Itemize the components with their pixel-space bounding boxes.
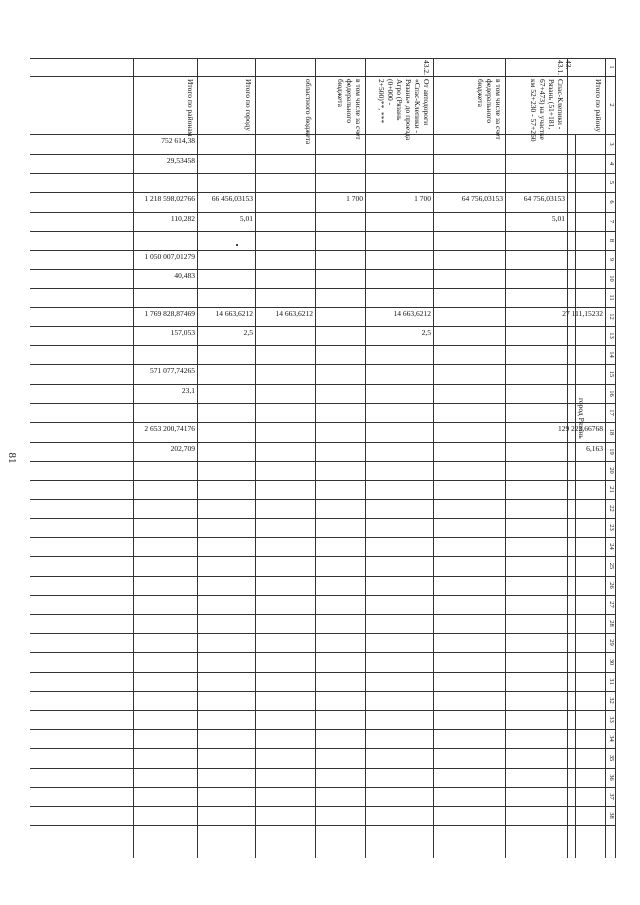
column-number: 27 xyxy=(608,601,615,608)
row-value: 6,163 xyxy=(586,444,603,453)
row-value: 1 700 xyxy=(414,194,431,203)
column-number: 4 xyxy=(608,161,615,166)
col-line xyxy=(30,231,616,232)
row-line xyxy=(575,134,576,858)
column-number: 10 xyxy=(608,275,615,282)
row-value: 40,483 xyxy=(174,271,195,280)
row-name: в том числе за счет федерального бюджета xyxy=(476,79,503,140)
row-line xyxy=(505,58,506,858)
column-number: 16 xyxy=(608,390,615,397)
col-line xyxy=(30,269,616,270)
col-line xyxy=(30,499,616,500)
row-value: 1 050 007,01279 xyxy=(144,252,195,261)
col-line xyxy=(30,537,616,538)
col-line xyxy=(30,442,616,443)
column-number: 32 xyxy=(608,697,615,704)
row-value: 2 653 200,74176 xyxy=(144,424,195,433)
investment-table xyxy=(30,58,616,858)
column-number: 25 xyxy=(608,562,615,570)
column-number: 23 xyxy=(608,524,615,531)
row-value: 64 756,03153 xyxy=(523,194,565,203)
row-line xyxy=(315,58,316,858)
row-value: 23,1 xyxy=(181,386,195,395)
col-line xyxy=(30,422,616,423)
col-line xyxy=(30,154,616,155)
column-number: 1 xyxy=(608,65,615,69)
row-line xyxy=(255,58,256,858)
col-line xyxy=(30,461,616,462)
row-value: 14 663,6212 xyxy=(393,309,431,318)
row-line xyxy=(615,58,616,858)
column-number: 34 xyxy=(608,735,615,742)
row-value: 64 756,03153 xyxy=(461,194,503,203)
column-number: 17 xyxy=(608,409,615,416)
row-name: Итого по району xyxy=(594,79,603,133)
column-number: 7 xyxy=(608,219,615,224)
row-name: в том числе за счет федерального бюджета xyxy=(336,79,363,140)
column-number: 12 xyxy=(608,313,615,320)
row-value: 129 223,66768 xyxy=(558,424,603,433)
row-line xyxy=(365,58,366,858)
row-name: Спас-Клепики - Рязань (51+181, 67+473) на участке км 52+230 - 57+260 xyxy=(529,79,565,142)
col-line xyxy=(30,691,616,692)
row-value: 1 218 598,02766 xyxy=(144,194,195,203)
column-number: 15 xyxy=(608,370,615,378)
row-value: 2,5 xyxy=(421,328,431,337)
column-number: 9 xyxy=(608,257,615,262)
col-line xyxy=(30,307,616,308)
column-number: 31 xyxy=(608,678,615,685)
row-value: 2,5 xyxy=(243,328,253,337)
row-value: 14 663,6212 xyxy=(275,309,313,318)
row-line xyxy=(605,58,606,858)
col-line xyxy=(30,556,616,557)
col-line xyxy=(30,652,616,653)
col-line xyxy=(30,595,616,596)
column-number: 38 xyxy=(608,812,615,819)
col-line xyxy=(30,288,616,289)
col-line xyxy=(30,364,616,365)
row-name: Итого по районам xyxy=(186,79,195,137)
column-number: 18 xyxy=(608,428,615,436)
column-number: 37 xyxy=(608,793,615,800)
col-line xyxy=(30,480,616,481)
row-name: Итого по городу xyxy=(244,79,253,131)
column-number: 19 xyxy=(608,448,615,455)
column-number: 2 xyxy=(608,103,615,107)
column-number: 29 xyxy=(608,639,615,646)
col-line xyxy=(30,825,616,826)
col-line xyxy=(30,748,616,749)
row-line xyxy=(567,58,568,858)
col-line xyxy=(30,345,616,346)
row-number: 43. xyxy=(564,60,573,70)
row-value: 110,282 xyxy=(170,214,195,223)
column-number: 3 xyxy=(608,142,615,146)
col-line xyxy=(30,518,616,519)
col-line xyxy=(30,768,616,769)
page-number: 81 xyxy=(6,452,18,464)
row-value: 202,709 xyxy=(170,444,195,453)
col-line xyxy=(30,384,616,385)
column-number: 14 xyxy=(608,351,615,358)
row-value: 5,01 xyxy=(239,214,253,223)
row-value: 752 614,38 xyxy=(161,136,195,145)
col-line xyxy=(30,326,616,327)
col-line xyxy=(30,212,616,213)
row-value: 14 663,6212 xyxy=(215,309,253,318)
col-line xyxy=(30,576,616,577)
row-line xyxy=(133,58,134,858)
column-number: 36 xyxy=(608,774,615,781)
col-line xyxy=(30,250,616,251)
col-line xyxy=(30,173,616,174)
col-line xyxy=(30,76,616,77)
column-number: 35 xyxy=(608,754,615,762)
row-value: 5,01 xyxy=(551,214,565,223)
column-number: 26 xyxy=(608,582,615,589)
col-line xyxy=(30,403,616,404)
row-number: 43.1. xyxy=(556,60,565,75)
col-line xyxy=(30,806,616,807)
column-number: 24 xyxy=(608,543,615,550)
col-line xyxy=(30,58,616,59)
column-number: 5 xyxy=(608,180,615,185)
row-line xyxy=(197,58,198,858)
column-number: 8 xyxy=(608,238,615,243)
column-number: 11 xyxy=(608,294,615,301)
row-value: 66 456,03153 xyxy=(211,194,253,203)
col-line xyxy=(30,633,616,634)
row-number: 43.2. xyxy=(422,60,431,75)
col-line xyxy=(30,672,616,673)
column-number: 21 xyxy=(608,486,615,493)
row-line xyxy=(433,58,434,858)
row-name: От автодороги «Спас-Клепики - Рязань» до проезда Агро (Рязань (0+000 - 2+500)**, *** xyxy=(377,79,431,141)
col-line xyxy=(30,787,616,788)
row-value: 29,53458 xyxy=(166,156,195,165)
column-number: 33 xyxy=(608,716,615,723)
section-header-city: город Рязань xyxy=(577,398,586,439)
column-number: 22 xyxy=(608,505,615,512)
col-line xyxy=(30,614,616,615)
column-number: 30 xyxy=(608,658,615,666)
row-value: 1 700 xyxy=(346,194,363,203)
column-number: 20 xyxy=(608,467,615,474)
row-value: 1 769 828,87469 xyxy=(144,309,195,318)
column-number: 6 xyxy=(608,200,615,204)
row-value: 157,053 xyxy=(170,328,195,337)
rotated-table-sheet xyxy=(30,58,616,858)
row-name: областного бюджета xyxy=(304,79,313,145)
col-line xyxy=(30,192,616,193)
column-number: 13 xyxy=(608,332,615,339)
column-number: 28 xyxy=(608,620,615,627)
col-line xyxy=(30,729,616,730)
col-line xyxy=(30,710,616,711)
row-value: 571 077,74265 xyxy=(150,366,195,375)
row-value: 27 111,15232 xyxy=(562,309,603,318)
